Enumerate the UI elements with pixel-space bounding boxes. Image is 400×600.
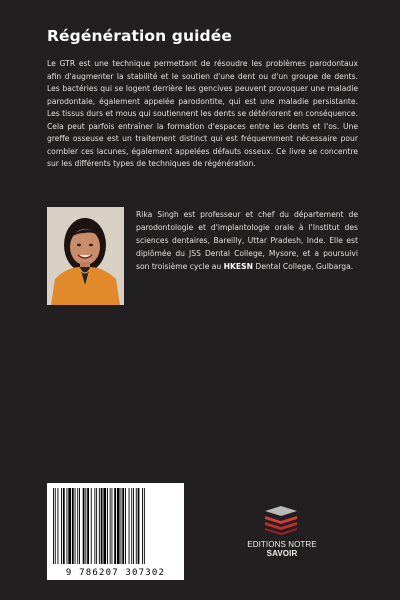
author-bio-bold: HKESN [223, 262, 253, 271]
book-title: Régénération guidée [47, 27, 232, 45]
isbn-digits: 9 786207 307302 [65, 568, 166, 578]
isbn-barcode [47, 483, 184, 580]
stacked-books-icon [262, 505, 300, 535]
author-bio-text-2: Dental College, Gulbarga. [252, 262, 354, 271]
publisher-name-prefix: EDITIONS NOTRE [247, 540, 317, 549]
author-photo [47, 207, 124, 305]
publisher-name-bold: SAVOIR [266, 549, 298, 558]
book-summary: Le GTR est une technique permettant de résoudre les problèmes parodontaux afin d'augmenter la stabilité et le soutien d'une dent ou d'un groupe de dents. Les bactéries qui se logent derrière les gencives peuvent provoquer une maladie parodontale, également appelée parodontite, qui est une maladie persistante. Les tissus durs et mous qui soutiennent les dents se détériorent en conséquence. Cela peut parfois entraîner la formation d'espaces entre les dents et l'os. Une greffe osseuse est un traitement distinct qui est fréquemment nécessaire pour combler ces lacunes, également appelées défauts osseux. Ce livre se concentre sur les différents types de techniques de régénération. [47, 59, 358, 168]
author-bio [136, 208, 358, 273]
barcode-bars [51, 488, 180, 564]
author-bio-text-1: Rika Singh est professeur et chef du département de parodontologie et d'implantologie orale à l'Institut des sciences dentaires, Bareilly, Uttar Pradesh, Inde. Elle est diplômée du JSS Dental College, Mysore, et a poursuivi son troisième cycle au [136, 210, 358, 271]
publisher-name [232, 540, 332, 558]
